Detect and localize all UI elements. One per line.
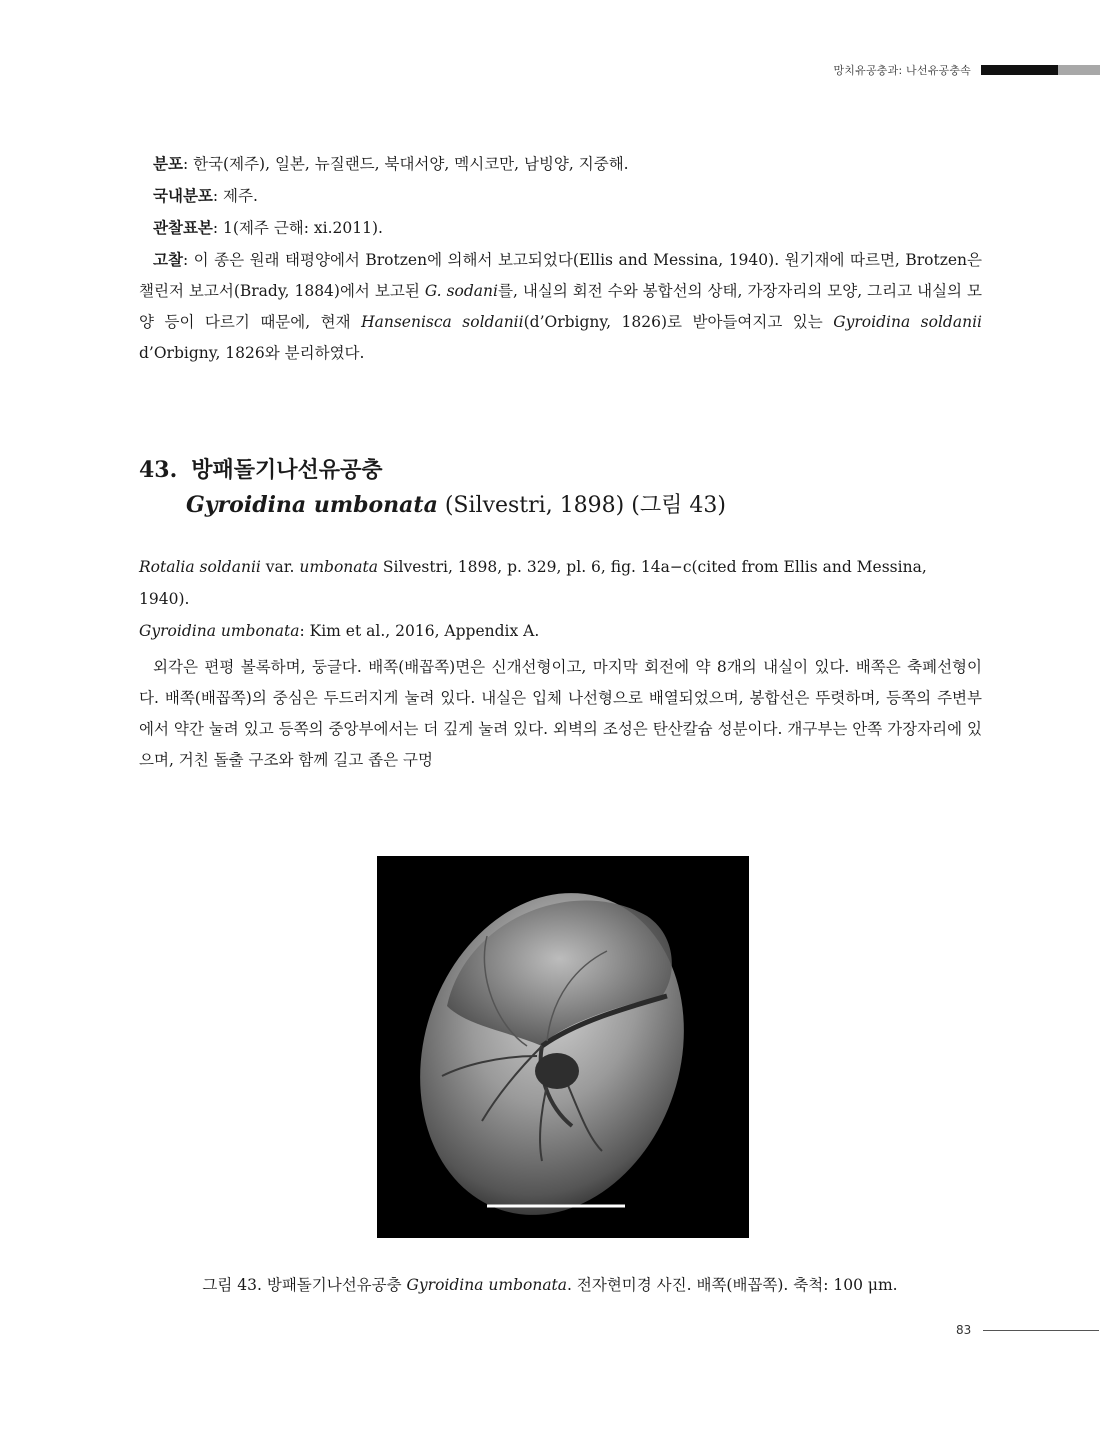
- species-figure-ref: (그림 43): [631, 493, 726, 518]
- page-footer: [956, 1323, 1099, 1337]
- foraminifera-sem-image: [377, 856, 749, 1238]
- description-section: [139, 652, 982, 776]
- species-heading: [139, 453, 726, 523]
- species-number: 43.: [139, 457, 178, 483]
- synonymy-entry: [139, 551, 982, 615]
- previous-species-section: [139, 148, 982, 369]
- distribution-text: : 한국(제주), 일본, 뉴질랜드, 북대서양, 멕시코만, 남빙양, 지중해.: [182, 155, 629, 173]
- synonym-taxon: Gyroidina umbonata: [139, 622, 300, 640]
- specimen-label: 관찰표본: [153, 218, 213, 237]
- distribution-line: [139, 148, 982, 180]
- remarks-label: 고찰: [153, 250, 183, 269]
- footer-rule: [983, 1330, 1099, 1331]
- species-author: (Silvestri, 1898): [444, 493, 625, 518]
- caption-text: 그림 43. 방패돌기나선유공충: [202, 1276, 407, 1294]
- synonym-text: : Kim et al., 2016, Appendix A.: [299, 622, 540, 640]
- figure-caption: [0, 1273, 1100, 1295]
- synonym-taxon: umbonata: [299, 558, 378, 576]
- remarks-paragraph: [139, 244, 982, 369]
- header-bar-dark: [981, 65, 1058, 75]
- sem-photograph: [377, 856, 749, 1238]
- synonym-text: Silvestri, 1898, p. 329, pl. 6, fig. 14a−c(cited from Ellis and Messina, 1940).: [139, 558, 927, 608]
- caption-text: . 전자현미경 사진. 배쪽(배꼽쪽). 축척: 100 μm.: [567, 1276, 898, 1294]
- species-korean-name: 방패돌기나선유공충: [191, 458, 383, 483]
- page-number: 83: [956, 1323, 972, 1337]
- remarks-text: 를, 내실의 회전 수와 봉합선의 상태, 가장자리의 모양, 그리고 내실의 모양 등이 다르기 때문에, 현재: [139, 282, 982, 331]
- remarks-text: d’Orbigny, 1826와 분리하였다.: [139, 344, 365, 362]
- species-scientific-name: Gyroidina umbonata: [186, 492, 438, 518]
- domestic-label: 국내분포: [153, 186, 213, 205]
- remarks-taxon: Hansenisca soldanii: [361, 313, 524, 331]
- remarks-taxon: G. sodani: [424, 282, 498, 300]
- synonymy-list: [139, 551, 982, 647]
- synonym-text: var.: [260, 558, 300, 576]
- remarks-text: (d’Orbigny, 1826)로 받아들여지고 있는: [523, 313, 834, 331]
- description-paragraph: 외각은 편평 볼록하며, 둥글다. 배쪽(배꼽쪽)면은 신개선형이고, 마지막 회전에 약 8개의 내실이 있다. 배쪽은 축폐선형이다. 배쪽(배꼽쪽)의 중심은 두드러지게 눌려 있다. 내실은 입체 나선형으로 배열되었으며, 봉합선은 뚜렷하며, 등쪽의 주변부에서 약간 눌려 있고 등쪽의 중앙부에서는 더 깊게 눌려 있다. 외벽의 조성은 탄산칼슘 성분이다. 개구부는 안쪽 가장자리에 있으며, 거친 돌출 구조와 함께 길고 좁은 구멍: [139, 658, 982, 769]
- remarks-text: : 이 종은 원래 태평양에서 Brotzen에 의해서 보고되었다(Ellis and Messina, 1940). 원기재에 따르면, Brotzen은 챌린저 보고서(Brady, 1884)에서 보고된: [139, 251, 982, 300]
- distribution-label: 분포: [153, 154, 183, 173]
- header-bar-light: [1058, 65, 1100, 75]
- synonymy-entry: [139, 615, 982, 647]
- domestic-line: [139, 180, 982, 212]
- specimen-text: : 1(제주 근해: xi.2011).: [212, 219, 383, 237]
- remarks-taxon: Gyroidina soldanii: [833, 313, 982, 331]
- domestic-text: : 제주.: [212, 187, 258, 205]
- running-header: [833, 62, 1100, 78]
- synonym-taxon: Rotalia soldanii: [139, 558, 261, 576]
- caption-taxon: Gyroidina umbonata: [406, 1276, 568, 1294]
- running-header-title: 망치유공충과: 나선유공충속: [833, 64, 971, 77]
- specimen-line: [139, 212, 982, 244]
